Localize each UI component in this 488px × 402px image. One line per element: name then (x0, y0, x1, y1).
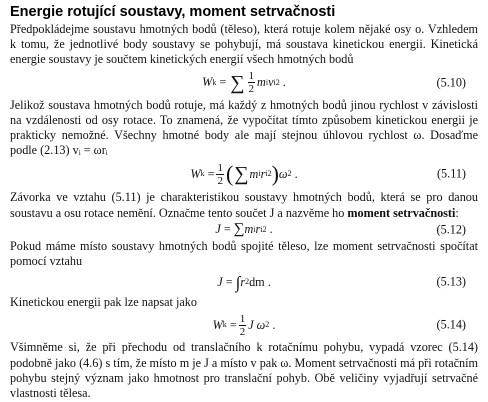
equation-number: (5.10) (436, 75, 466, 90)
paragraph-conclusion: Všimněme si, že při přechodu od translačního k rotačnímu pohybu, vypadá vzorec (5.14) podobně jako (4.6) s tím, že místo m je J a místo v pak ω. Moment setrvačnosti má při rotačním pohybu stejný význam jako hmotnost pro translační pohyb. Obě veličiny vyjadřují setrvačné vlastnosti tělesa. (10, 340, 478, 401)
equation-5-10 (10, 68, 478, 98)
equation-body: W k = $\frac{1}{2}$ J ω 2 . (212, 312, 276, 338)
paragraph-continuous-body: Pokud máme místo soustavy hmotných bodů spojité těleso, lze moment setrvačnosti spočítat pomocí vztahu (10, 238, 478, 269)
equation-body: J = ∫ r 2 dm . (217, 272, 271, 292)
equation-number: (5.12) (436, 222, 466, 237)
equation-number: (5.11) (437, 166, 466, 181)
equation-5-14 (10, 310, 478, 340)
equation-body: J = ∑ m i r i 2 . (215, 221, 273, 238)
paragraph-intro: Předpokládejme soustavu hmotných bodů (těleso), která rotuje kolem nějaké osy o. Vzhledem k tomu, že jednotlivé body soustavy se pohybují, má soustava kinetickou energii. Kinetická energie soustavy je součtem kinetických energií všech hmotných bodů (10, 22, 478, 67)
paragraph-kinetic-energy: Kinetickou energii pak lze napsat jako (10, 295, 197, 310)
equation-body: W k = $\frac{1}{2}$ ( ∑ m i r i 2 ) ω 2 . (190, 161, 298, 187)
paragraph-angular-velocity: Jelikož soustava hmotných bodů rotuje, má každý z hmotných bodů jinou rychlost v závislosti na vzdálenosti od osy rotace. To znamená, že vypočítat tímto způsobem kinetickou energii je prakticky nemožné. Všechny hmotné body ale mají stejnou úhlovou rychlost ω. Dosaďme podle (2.13) vᵢ = ωrᵢ (10, 97, 478, 158)
equation-5-11 (10, 158, 478, 190)
equation-5-12 (10, 221, 478, 239)
paragraph-definition: Závorka ve vztahu (5.11) je charakteristikou soustavy hmotných bodů, která se pro danou soustavu a osu rotace nemění. Označme tento součet J a nazvěme ho moment setrvačnosti: (10, 190, 478, 220)
equation-body: W k = ∑ $\frac{1}{2}$ m i v i 2 . (202, 70, 286, 96)
term-moment-of-inertia: moment setrvačnosti (347, 205, 456, 220)
equation-number: (5.13) (436, 274, 466, 289)
section-title: Energie rotující soustavy, moment setrvačnosti (10, 4, 336, 20)
equation-number: (5.14) (436, 317, 466, 332)
equation-5-13 (10, 269, 478, 295)
